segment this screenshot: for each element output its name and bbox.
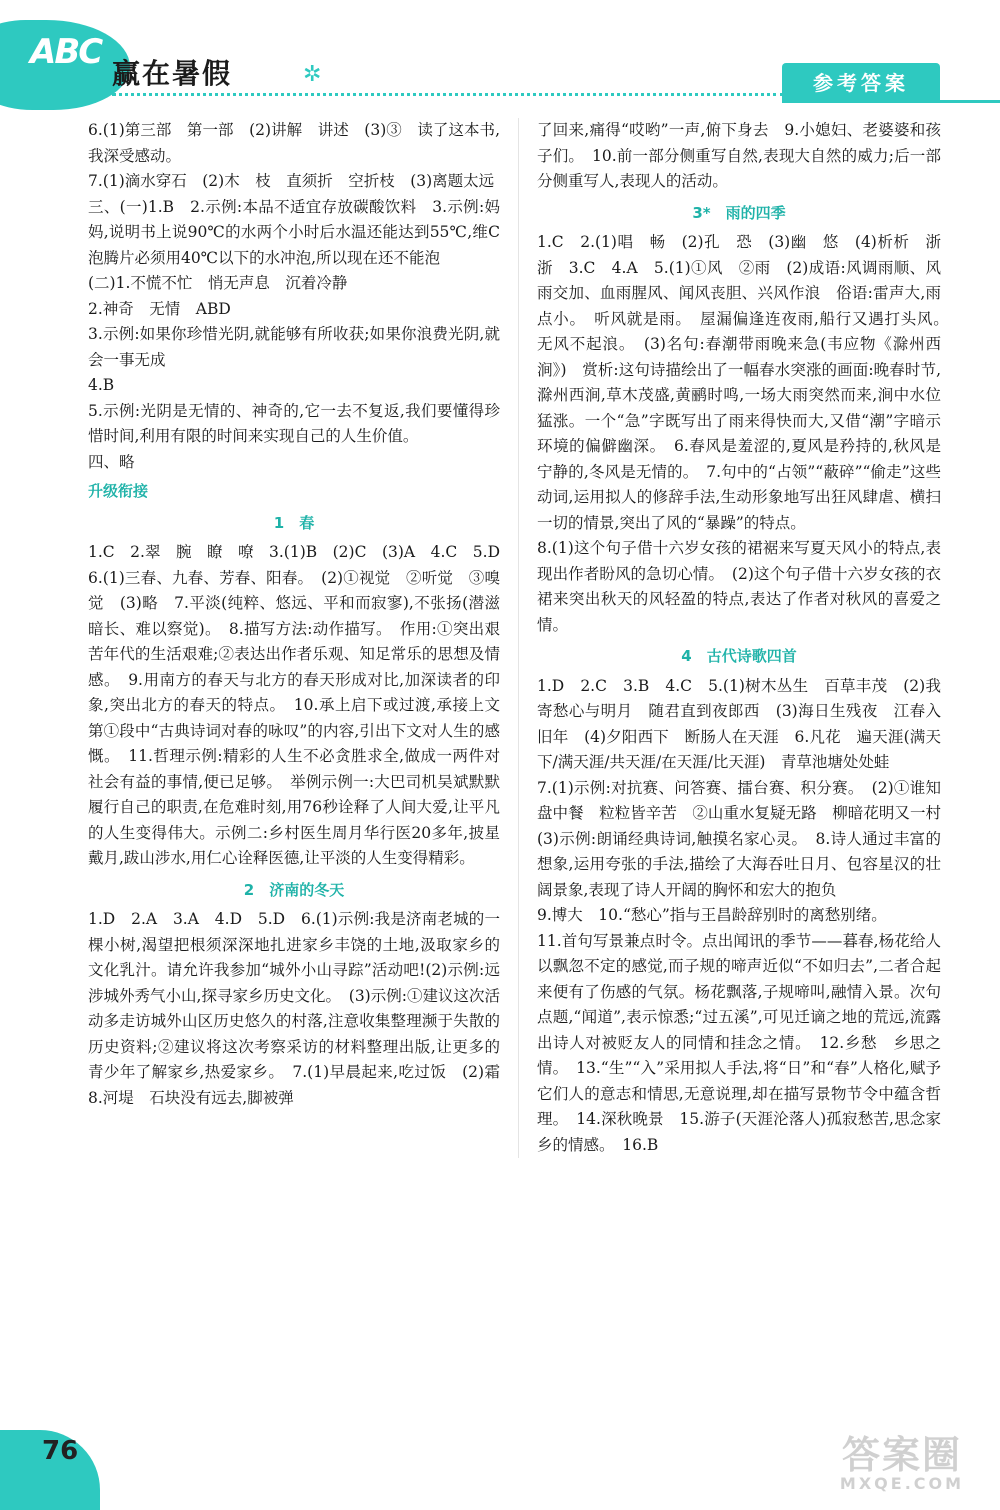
answer-paragraph: 2.神奇 无情 ABD	[88, 299, 231, 318]
answer-paragraph: 1.D 2.A 3.A 4.D 5.D 6.(1)示例:我是济南老城的一棵小树,渴望把根须深深地扎进家乡丰饶的土地,汲取家乡的文化乳汁。请允许我参加“城外小山寻踪”活动吧!(2)示例:远涉城外秀气小山,探寻家乡历史文化。 (3)示例:①建议这次活动多走访城外山区历史悠久的村落,注意收集整理濒于失散的历史资料;②建议将这次考察采访的材料整理出版,让更多的青少年了解家乡,热爱家乡。 7.(1)早晨起来,吃过饭 (2)霜 8.河堤 石块没有远去,脚被弹	[88, 910, 516, 1107]
section-heading: 升级衔接	[88, 482, 149, 500]
page-header	[0, 0, 1000, 110]
tab-underline	[782, 100, 1000, 103]
answer-paragraph: 1.C 2.翠 腕 瞭 嘹 3.(1)B (2)C (3)A 4.C 5.D 6.(1)三春、九春、芳春、阳春。 (2)①视觉 ②听觉 ③嗅觉 (3)略 7.平淡(纯粹、悠远、平和而寂寥),不张扬(潜滋暗长、难以察觉)。 8.描写方法:动作描写。 作用:①突出艰苦年代的生活艰难;②表达出作者乐观、知足常乐的思想及情感。 9.用南方的春天与北方的春天形成对比,加深读者的印象,突出北方的春天的特点。 10.承上启下或过渡,承接上文第①段中“古典诗词对春的咏叹”的内容,引出下文对人生的感慨。 11.哲理示例:精彩的人生不必贪胜求全,做成一两件对社会有益的事情,便已足够。 举例示例一:大巴司机吴斌默默履行自己的职责,在危难时刻,用76秒诠释了人间大爱,让平凡的人生变得伟大。示例二:乡村医生周月华行医20多年,披星戴月,跋山涉水,用仁心诠释医德,让平淡的人生变得精彩。	[88, 543, 516, 867]
abc-logo: ABC	[30, 32, 102, 72]
right-answer-column	[537, 118, 957, 1158]
watermark-url: MXQE.COM	[839, 1474, 965, 1493]
lesson-heading: 3* 雨的四季	[692, 203, 786, 222]
answer-paragraph: 9.博大 10.“愁心”指与王昌龄辞别时的离愁别绪。	[537, 906, 887, 924]
answer-paragraph: 4.B	[88, 376, 115, 394]
answer-paragraph: 1.D 2.C 3.B 4.C 5.(1)树木丛生 百草丰茂 (2)我寄愁心与明月 随君直到夜郎西 (3)海日生残夜 江春入旧年 (4)夕阳西下 断肠人在天涯 6.凡花 遍天涯(满天下/满天涯/共天涯/在天涯/比天涯) 青草池塘处处蛙	[537, 676, 941, 771]
lesson-heading: 1 春	[273, 513, 315, 532]
answer-paragraph: 四、略	[88, 452, 135, 471]
answer-paragraph: 1.C 2.(1)唱 畅 (2)孔 恐 (3)幽 悠 (4)析析 浙浙 3.C 4.A 5.(1)①风 ②雨 (2)成语:风调雨顺、风雨交加、血雨腥风、闻风丧胆、兴风作浪 俗语:雷声大,雨点小。 听风就是雨。 屋漏偏逢连夜雨,船行又遇打头风。 无风不起浪。 (3)名句:春潮带雨晚来急(韦应物《滁州西涧》) 赏析:这句诗描绘出了一幅春水突涨的画面:晚春时节,滁州西涧,草木茂盛,黄鹂时鸣,一场大雨突然而来,涧中水位猛涨。一个“急”字既写出了雨来得快而大,又借“潮”字暗示环境的偏僻幽深。 6.春风是羞涩的,夏风是矜持的,秋风是宁静的,冬风是无情的。 7.句中的“占领”“蔽碎”“偷走”这些动词,运用拟人的修辞手法,生动形象地写出狂风肆虐、横扫一切的情景,突出了风的“暴躁”的特点。	[537, 233, 957, 532]
lesson-heading: 4 古代诗歌四首	[681, 647, 797, 665]
header-dotted-divider	[112, 93, 784, 96]
lesson-heading: 2 济南的冬天	[243, 880, 345, 899]
answer-paragraph: 6.(1)第三部 第一部 (2)讲解 讲述 (3)③ 读了这本书,我深受感动。	[88, 121, 500, 165]
book-title: 赢在暑假	[112, 57, 233, 90]
answer-paragraph: 了回来,痛得“哎哟”一声,俯下身去 9.小媳妇、老婆婆和孩子们。 10.前一部分侧重写自然,表现大自然的威力;后一部分侧重写人,表现人的活动。	[537, 121, 941, 190]
answer-paragraph: (二)1.不慌不忙 悄无声息 沉着冷静	[88, 274, 348, 292]
column-divider	[518, 118, 519, 1158]
answer-paragraph: 7.(1)滴水穿石 (2)木 枝 直须折 空折枝 (3)离题太远	[88, 172, 495, 190]
page-number-badge	[0, 1430, 100, 1510]
watermark-text: 答案圈	[841, 1433, 962, 1477]
sparkle-icon: ✲	[303, 62, 322, 87]
answer-paragraph: 11.首句写景兼点时令。点出闻讯的季节——暮春,杨花给人以飘忽不定的感觉,而子规的啼声近似“不如归去”,二者合起来便有了伤感的气氛。杨花飘落,子规啼叫,融情入景。次句点题,“闻道”,表示惊悉;“过五溪”,可见迁谪之地的荒远,流露出诗人对被贬友人的同情和挂念之情。 12.乡愁 乡思之情。 13.“生”“入”采用拟人手法,将“日”和“春”人格化,赋予它们人的意志和情思,无意说理,却在描写景物节令中蕴含哲理。 14.深秋晚景 15.游子(天涯沦落人)孤寂愁苦,思念家乡的情感。 16.B	[537, 931, 941, 1154]
answer-key-tab: 参考答案	[782, 63, 940, 103]
watermark-logo	[812, 1435, 992, 1497]
answer-paragraph: 5.示例:光阴是无情的、神奇的,它一去不复返,我们要懂得珍惜时间,利用有限的时间来实现自己的人生价值。	[88, 401, 500, 445]
left-answer-column	[88, 118, 516, 1111]
page-number: 76	[42, 1436, 79, 1466]
answer-paragraph: 7.(1)示例:对抗赛、问答赛、擂台赛、积分赛。 (2)①谁知盘中餐 粒粒皆辛苦 ②山重水复疑无路 柳暗花明又一村 (3)示例:朗诵经典诗词,触摸名家心灵。 8.诗人通过丰富的想象,运用夸张的手法,描绘了大海吞吐日月、包容星汉的壮阔景象,表现了诗人开阔的胸怀和宏大的抱负	[537, 778, 957, 899]
answer-paragraph: 三、(一)1.B 2.示例:本品不适宜存放碳酸饮料 3.示例:妈妈,说明书上说90℃的水两个小时后水温还能达到55℃,维C泡腾片必须用40℃以下的水冲泡,所以现在还不能泡	[88, 197, 500, 267]
answer-paragraph: 3.示例:如果你珍惜光阴,就能够有所收获;如果你浪费光阴,就会一事无成	[88, 325, 500, 369]
answer-paragraph: 8.(1)这个句子借十六岁女孩的裙裾来写夏天风小的特点,表现出作者盼风的急切心情。 (2)这个句子借十六岁女孩的衣裙来突出秋天的风轻盈的特点,表达了作者对秋风的喜爱之情。	[537, 539, 941, 634]
